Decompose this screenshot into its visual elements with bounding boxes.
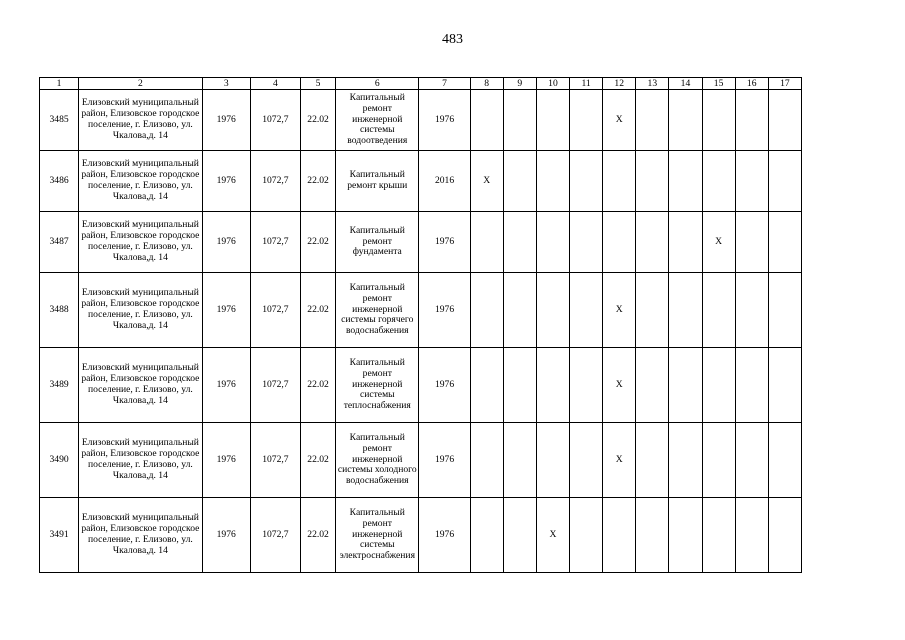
cell-address: Елизовский муниципальный район, Елизовское городское поселение, г. Елизово, ул. Чкалова,д. 14 [79, 348, 202, 423]
cell-col13 [636, 348, 669, 423]
cell-id: 3488 [40, 273, 79, 348]
cell-col9 [503, 90, 536, 151]
cell-id: 3485 [40, 90, 79, 151]
cell-area: 1072,7 [250, 423, 300, 498]
cell-address: Елизовский муниципальный район, Елизовское городское поселение, г. Елизово, ул. Чкалова,д. 14 [79, 423, 202, 498]
cell-col9 [503, 498, 536, 573]
cell-id: 3491 [40, 498, 79, 573]
cell-col10 [536, 212, 569, 273]
cell-area: 1072,7 [250, 348, 300, 423]
cell-col11 [570, 423, 603, 498]
cell-col8 [470, 348, 503, 423]
cell-col16 [735, 212, 768, 273]
cell-col12: X [603, 348, 636, 423]
cell-col8 [470, 273, 503, 348]
cell-col13 [636, 423, 669, 498]
cell-work-type: Капитальный ремонт инженерной системы электроснабжения [336, 498, 419, 573]
cell-code: 22.02 [301, 90, 336, 151]
cell-year-built: 1976 [202, 151, 250, 212]
cell-col17 [768, 90, 801, 151]
column-header: 1 [40, 78, 79, 90]
cell-col13 [636, 151, 669, 212]
cell-area: 1072,7 [250, 212, 300, 273]
cell-work-type: Капитальный ремонт крыши [336, 151, 419, 212]
page-number: 483 [442, 32, 463, 47]
cell-col8: X [470, 151, 503, 212]
cell-col16 [735, 423, 768, 498]
cell-col15 [702, 498, 735, 573]
cell-col10 [536, 273, 569, 348]
cell-address: Елизовский муниципальный район, Елизовское городское поселение, г. Елизово, ул. Чкалова,д. 14 [79, 273, 202, 348]
cell-col15: X [702, 212, 735, 273]
cell-col8 [470, 212, 503, 273]
cell-year-built: 1976 [202, 423, 250, 498]
cell-col14 [669, 348, 702, 423]
cell-work-type: Капитальный ремонт инженерной системы теплоснабжения [336, 348, 419, 423]
cell-col9 [503, 348, 536, 423]
cell-col17 [768, 348, 801, 423]
table-row [40, 151, 802, 212]
table-row [40, 348, 802, 423]
cell-col17 [768, 423, 801, 498]
cell-col17 [768, 498, 801, 573]
cell-code: 22.02 [301, 151, 336, 212]
column-header: 9 [503, 78, 536, 90]
cell-col16 [735, 151, 768, 212]
cell-col14 [669, 151, 702, 212]
cell-code: 22.02 [301, 423, 336, 498]
column-header: 11 [570, 78, 603, 90]
column-header: 4 [250, 78, 300, 90]
cell-col17 [768, 273, 801, 348]
cell-col11 [570, 348, 603, 423]
cell-col11 [570, 498, 603, 573]
cell-col14 [669, 423, 702, 498]
cell-year-repair: 1976 [419, 423, 470, 498]
column-header: 13 [636, 78, 669, 90]
column-header: 15 [702, 78, 735, 90]
cell-area: 1072,7 [250, 273, 300, 348]
cell-col12: X [603, 423, 636, 498]
cell-col12 [603, 498, 636, 573]
cell-col11 [570, 90, 603, 151]
cell-col13 [636, 90, 669, 151]
cell-col14 [669, 90, 702, 151]
cell-area: 1072,7 [250, 151, 300, 212]
column-header: 12 [603, 78, 636, 90]
cell-area: 1072,7 [250, 498, 300, 573]
cell-col8 [470, 423, 503, 498]
cell-col8 [470, 498, 503, 573]
cell-work-type: Капитальный ремонт инженерной системы горячего водоснабжения [336, 273, 419, 348]
cell-work-type: Капитальный ремонт инженерной системы водоотведения [336, 90, 419, 151]
cell-col13 [636, 212, 669, 273]
cell-col14 [669, 212, 702, 273]
column-header: 8 [470, 78, 503, 90]
column-header: 10 [536, 78, 569, 90]
cell-work-type: Капитальный ремонт фундамента [336, 212, 419, 273]
cell-col17 [768, 151, 801, 212]
cell-year-repair: 1976 [419, 348, 470, 423]
table-row [40, 498, 802, 573]
cell-col16 [735, 90, 768, 151]
table-row [40, 273, 802, 348]
cell-year-built: 1976 [202, 348, 250, 423]
cell-year-repair: 2016 [419, 151, 470, 212]
column-header: 17 [768, 78, 801, 90]
cell-col9 [503, 273, 536, 348]
cell-col12: X [603, 273, 636, 348]
column-header: 16 [735, 78, 768, 90]
cell-id: 3489 [40, 348, 79, 423]
cell-col15 [702, 273, 735, 348]
column-header: 6 [336, 78, 419, 90]
cell-col12 [603, 212, 636, 273]
cell-code: 22.02 [301, 498, 336, 573]
cell-address: Елизовский муниципальный район, Елизовское городское поселение, г. Елизово, ул. Чкалова,д. 14 [79, 498, 202, 573]
cell-col8 [470, 90, 503, 151]
cell-col11 [570, 273, 603, 348]
cell-col12 [603, 151, 636, 212]
cell-code: 22.02 [301, 273, 336, 348]
cell-col11 [570, 212, 603, 273]
table-row [40, 212, 802, 273]
column-header: 14 [669, 78, 702, 90]
column-header: 3 [202, 78, 250, 90]
cell-col10 [536, 151, 569, 212]
cell-year-repair: 1976 [419, 90, 470, 151]
cell-year-built: 1976 [202, 273, 250, 348]
column-header: 2 [79, 78, 202, 90]
cell-year-built: 1976 [202, 212, 250, 273]
cell-col15 [702, 151, 735, 212]
cell-col13 [636, 273, 669, 348]
table-row [40, 423, 802, 498]
header-row [40, 78, 802, 90]
cell-col10 [536, 90, 569, 151]
table-row [40, 90, 802, 151]
cell-col13 [636, 498, 669, 573]
cell-col16 [735, 498, 768, 573]
cell-code: 22.02 [301, 348, 336, 423]
cell-col15 [702, 423, 735, 498]
cell-year-built: 1976 [202, 498, 250, 573]
column-header: 7 [419, 78, 470, 90]
cell-code: 22.02 [301, 212, 336, 273]
cell-id: 3490 [40, 423, 79, 498]
cell-address: Елизовский муниципальный район, Елизовское городское поселение, г. Елизово, ул. Чкалова,д. 14 [79, 151, 202, 212]
cell-address: Елизовский муниципальный район, Елизовское городское поселение, г. Елизово, ул. Чкалова,д. 14 [79, 90, 202, 151]
cell-id: 3487 [40, 212, 79, 273]
cell-year-repair: 1976 [419, 273, 470, 348]
cell-col15 [702, 348, 735, 423]
cell-col11 [570, 151, 603, 212]
cell-year-repair: 1976 [419, 212, 470, 273]
cell-id: 3486 [40, 151, 79, 212]
cell-col16 [735, 273, 768, 348]
cell-col17 [768, 212, 801, 273]
cell-col14 [669, 498, 702, 573]
cell-col10 [536, 423, 569, 498]
cell-col16 [735, 348, 768, 423]
cell-area: 1072,7 [250, 90, 300, 151]
cell-col15 [702, 90, 735, 151]
column-header: 5 [301, 78, 336, 90]
cell-year-built: 1976 [202, 90, 250, 151]
cell-col9 [503, 151, 536, 212]
cell-year-repair: 1976 [419, 498, 470, 573]
cell-address: Елизовский муниципальный район, Елизовское городское поселение, г. Елизово, ул. Чкалова,д. 14 [79, 212, 202, 273]
cell-col14 [669, 273, 702, 348]
cell-col10: X [536, 498, 569, 573]
register-table [39, 77, 802, 573]
cell-work-type: Капитальный ремонт инженерной системы холодного водоснабжения [336, 423, 419, 498]
cell-col10 [536, 348, 569, 423]
cell-col12: X [603, 90, 636, 151]
cell-col9 [503, 212, 536, 273]
cell-col9 [503, 423, 536, 498]
